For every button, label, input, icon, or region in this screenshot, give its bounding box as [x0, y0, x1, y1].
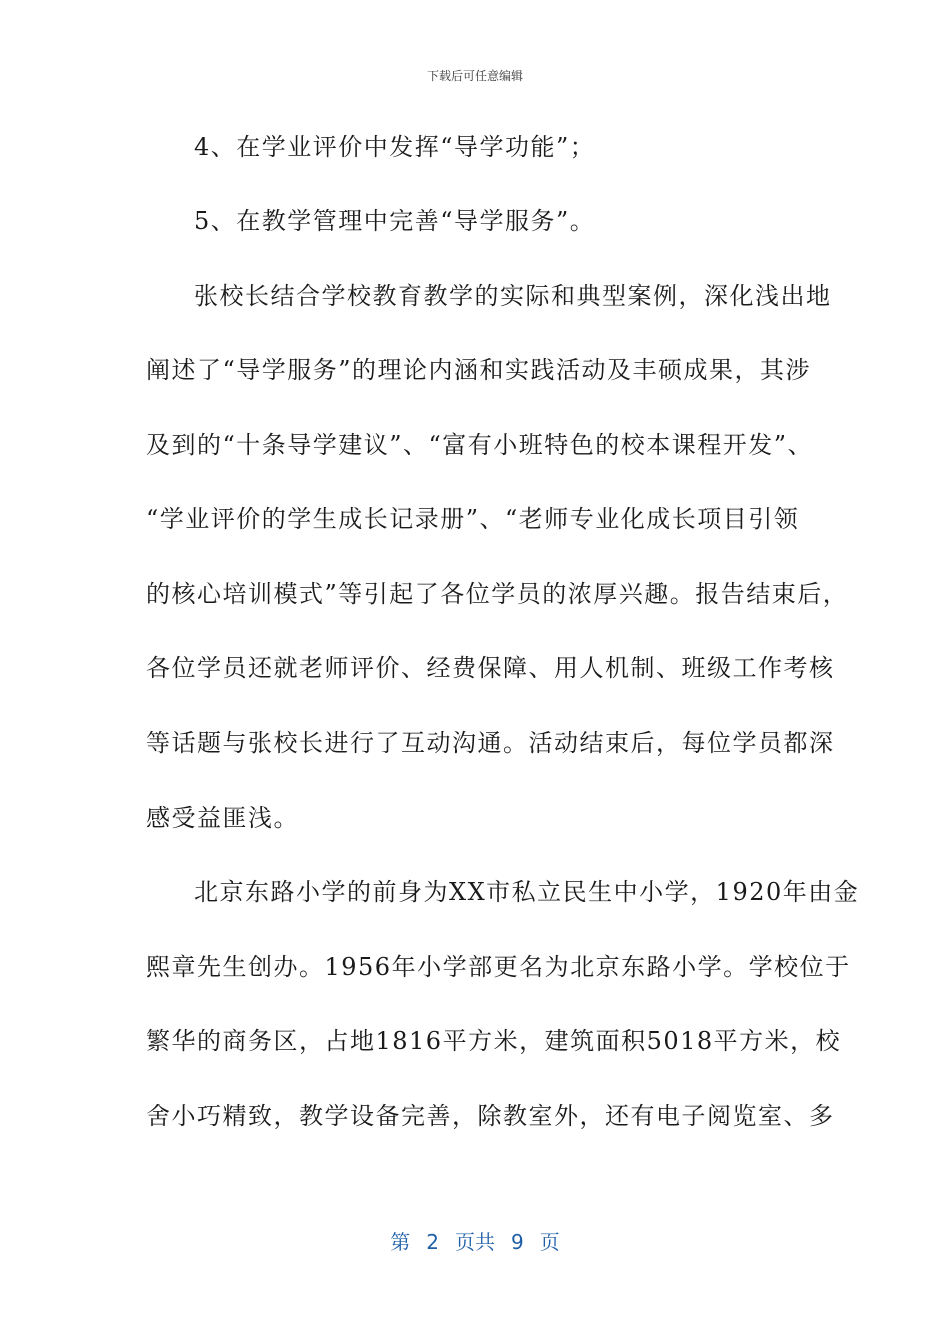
text-line: 等话题与张校长进行了互动沟通。活动结束后，每位学员都深: [146, 729, 835, 757]
text-line: 舍小巧精致，教学设备完善，除教室外，还有电子阅览室、多: [146, 1102, 835, 1130]
text-line: 北京东路小学的前身为XX市私立民生中小学，1920年由金: [194, 878, 860, 906]
text-line: 5、在教学管理中完善“导学服务”。: [194, 207, 596, 235]
footer-prefix: 第: [390, 1230, 411, 1254]
page-footer: [0, 1226, 950, 1255]
text-line: 4、在学业评价中发挥“导学功能”；: [194, 133, 596, 161]
text-line: 熙章先生创办。1956年小学部更名为北京东路小学。学校位于: [146, 953, 851, 981]
text-line: 张校长结合学校教育教学的实际和典型案例，深化浅出地: [194, 282, 832, 310]
text-line: 的核心培训模式”等引起了各位学员的浓厚兴趣。报告结束后，: [146, 580, 849, 608]
text-line: 繁华的商务区，占地1816平方米，建筑面积5018平方米，校: [146, 1027, 842, 1055]
total-page-number: 9: [511, 1230, 524, 1254]
text-line: 各位学员还就老师评价、经费保障、用人机制、班级工作考核: [146, 654, 835, 682]
text-line: “学业评价的学生成长记录册”、“老师专业化成长项目引领: [146, 505, 800, 533]
current-page-number: 2: [426, 1230, 439, 1254]
footer-middle: 页共: [455, 1230, 495, 1254]
text-line: 感受益匪浅。: [146, 804, 299, 832]
footer-suffix: 页: [539, 1230, 560, 1254]
header-note: 下载后可任意编辑: [426, 69, 523, 83]
text-line: 及到的“十条导学建议”、“富有小班特色的校本课程开发”、: [146, 431, 814, 459]
text-line: 阐述了“导学服务”的理论内涵和实践活动及丰硕成果，其涉: [146, 356, 812, 384]
